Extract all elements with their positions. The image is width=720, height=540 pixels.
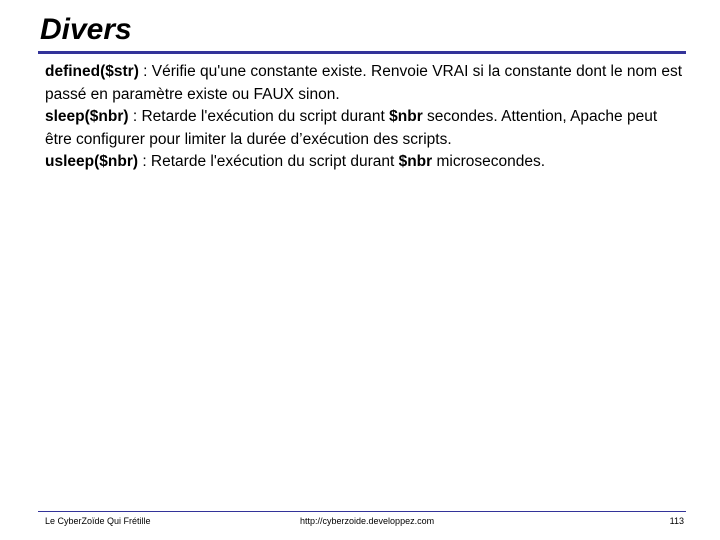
paragraph-usleep <box>45 151 685 174</box>
function-name: sleep($nbr) <box>45 108 129 125</box>
slide-content <box>45 61 685 174</box>
variable-name: $nbr <box>398 153 433 170</box>
function-name: defined($str) <box>45 63 139 80</box>
paragraph-defined <box>45 61 685 106</box>
footer-url: http://cyberzoide.developpez.com <box>300 516 435 526</box>
footer-author: Le CyberZoïde Qui Frétille <box>45 516 151 526</box>
page-number: 113 <box>669 516 684 526</box>
paragraph-text: : Retarde l'exécution du script durant <box>128 108 390 125</box>
paragraph-text: : Vérifie qu'une constante existe. Renvoie VRAI si la constante dont le nom est passé en paramètre existe ou FAUX sinon. <box>45 63 683 103</box>
paragraph-text: microsecondes. <box>432 153 546 170</box>
slide-title: Divers <box>40 13 132 46</box>
paragraph-text: secondes. Attention, Apache peut être configurer pour limiter la durée d’exécution des scripts. <box>45 108 658 148</box>
footer-divider <box>38 511 686 512</box>
paragraph-text: : Retarde l'exécution du script durant <box>138 153 399 170</box>
title-underline <box>38 51 686 54</box>
variable-name: $nbr <box>389 108 423 125</box>
paragraph-sleep <box>45 106 685 151</box>
function-name: usleep($nbr) <box>45 153 139 170</box>
